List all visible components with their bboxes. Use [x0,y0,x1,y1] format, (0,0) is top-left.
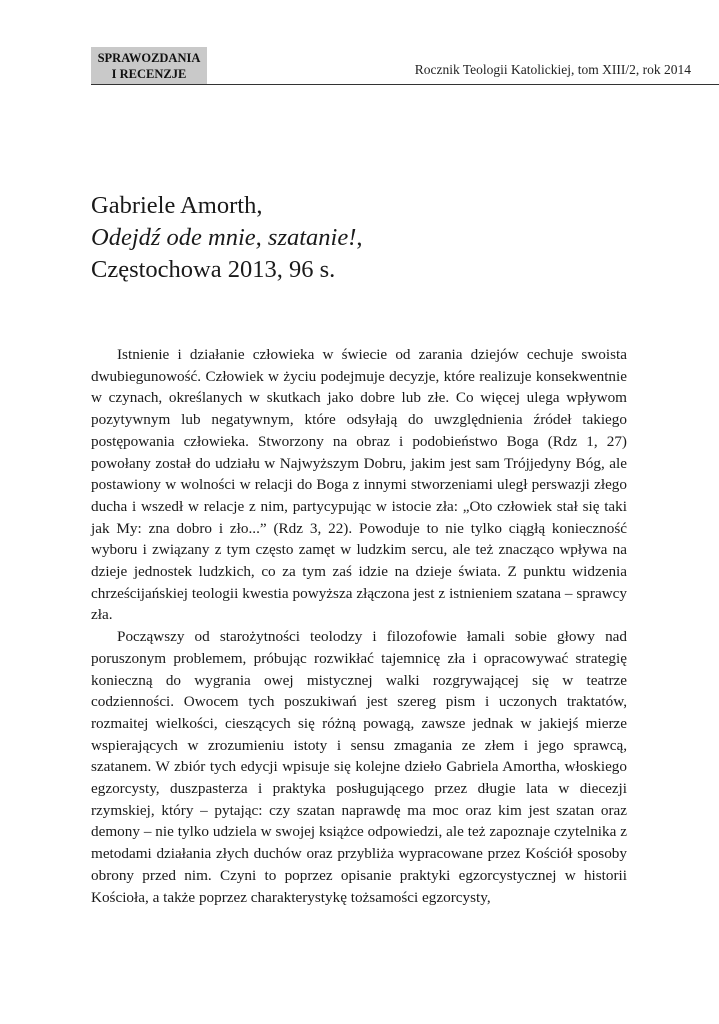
title-book [91,222,363,254]
title-book-name: Odejdź ode mnie, szatanie! [91,224,357,251]
review-title [91,190,363,286]
header-rule [207,84,719,85]
title-book-suffix: , [356,224,363,251]
header-rule-left [91,84,207,85]
section-tag-line1: SPRAWOZDANIA [97,51,201,65]
body-paragraph-1: Istnienie i działanie człowieka w świecie od zarania dziejów cechuje swoista dwubiegunowość. Człowiek w życiu podejmuje decyzje, które realizuje konsekwentnie w czynach, określanych w skutkach jako dobre lub złe. Co więcej ulega wpływom pozytywnym lub negatywnym, które odsyłają do uwzględnienia źródeł takiego postępowania człowieka. Stworzony na obraz i podobieństwo Boga (Rdz 1, 27) powołany został do udziału w Najwyższym Dobru, jakim jest sam Trójjedyny Bóg, ale postawiony w wolności w relacji do Boga z innymi stworzeniami uległ perswazji złego ducha i wszedł w relacje z nim, partycypując w istocie zła: „Oto człowiek stał się taki jak My: zna dobro i zło...” (Rdz 3, 22). Powoduje to nie tylko ciągłą konieczność wyboru i związany z tym często zamęt w ludzkim sercu, ale też znacząco wpływa na dzieje jednostek ludzkich, co za tym zaś idzie na dzieje świata. Z punktu widzenia chrześcijańskiej teologii kwestia powyższa złączona jest z istnieniem szatana – sprawcy zła. [91,346,627,624]
journal-info: Rocznik Teologii Katolickiej, tom XIII/2, rok 2014 [414,62,691,77]
title-publication: Częstochowa 2013, 96 s. [91,256,336,283]
review-body [91,344,627,908]
title-author: Gabriele Amorth, [91,192,263,219]
section-tag-line2: I RECENZJE [111,67,187,81]
body-paragraph-2: Począwszy od starożytności teolodzy i filozofowie łamali sobie głowy nad poruszonym problemem, próbując rozwikłać tajemnicę zła i opracowywać strategię konieczną do wygrania owej mistycznej walki rozgrywającej się w teatrze codzienności. Owocem tych poszukiwań jest szereg pism i uczonych traktatów, rozmaitej wielkości, cieszących się różną powagą, zawsze jednak w jakiejś mierze wspierających w zrozumieniu istoty i sensu zmagania ze złem i jego sprawcą, szatanem. W zbiór tych edycji wpisuje się kolejne dzieło Gabriela Amortha, włoskiego egzorcysty, duszpasterza i praktyka posługującego przez długie lata w diecezji rzymskiej, który – pytając: czy szatan naprawdę ma moc oraz kim jest szatan oraz demony – nie tylko udziela w swojej książce odpowiedzi, ale też zapoznaje czytelnika z metodami działania złych duchów oraz przybliża wypracowane przez Kościół sposoby obrony przed nim. Czyni to poprzez opisanie praktyki egzorcystycznej w historii Kościoła, a także poprzez charakterystykę tożsamości egzorcysty, [91,628,627,906]
section-tag [91,47,207,85]
